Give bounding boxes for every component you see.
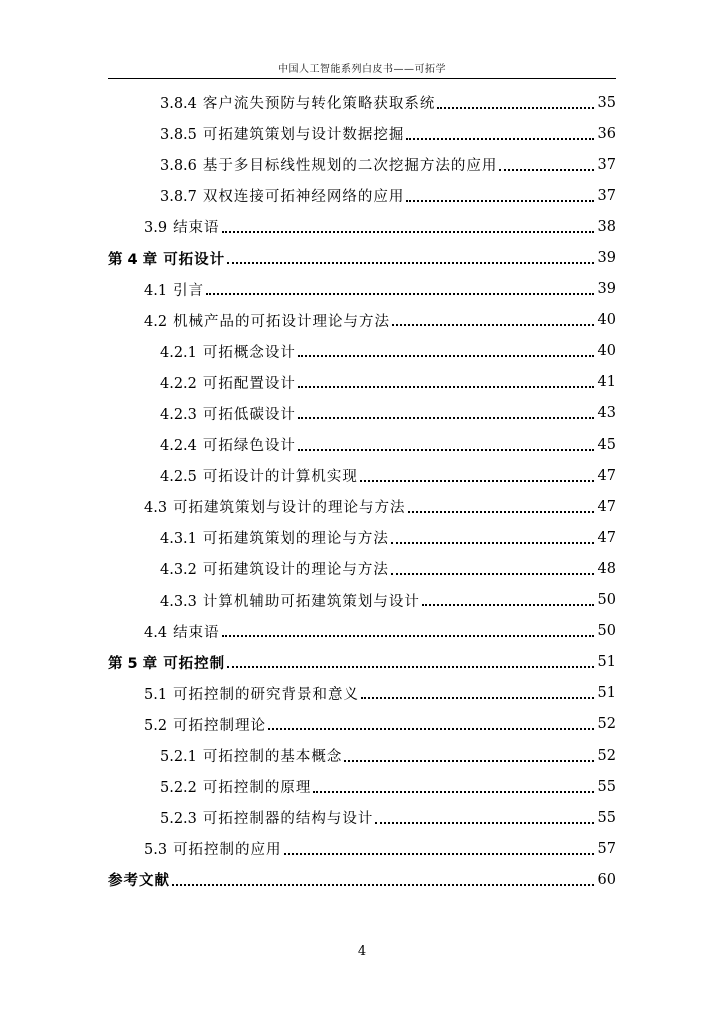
toc-entry-title: 可拓建筑策划与设计数据挖掘	[202, 127, 405, 144]
dot-leader	[391, 542, 594, 544]
toc-entry[interactable]	[0, 522, 724, 553]
toc-entry-number: 5.2	[144, 717, 168, 734]
dot-leader	[172, 884, 594, 886]
toc-entry[interactable]	[0, 367, 724, 398]
toc-entry[interactable]	[0, 740, 724, 771]
toc-entry-number: 4.3.1	[160, 531, 197, 548]
toc-entry-label	[160, 527, 389, 548]
toc-entry-label	[144, 714, 266, 735]
toc-entry-label	[160, 403, 296, 424]
toc-entry-page: 52	[597, 747, 616, 764]
toc-entry-page: 35	[597, 94, 616, 111]
toc-entry[interactable]	[0, 305, 724, 336]
toc-entry-label	[160, 465, 358, 486]
toc-entry-number: 4.3.3	[160, 593, 197, 610]
toc-entry[interactable]	[0, 678, 724, 709]
toc-entry-label	[144, 621, 220, 642]
toc-entry[interactable]	[0, 616, 724, 647]
toc-entry-title: 可拓绿色设计	[202, 438, 296, 455]
toc-entry-number: 4.2.5	[160, 469, 197, 486]
toc-entry[interactable]	[0, 709, 724, 740]
toc-entry-number: 4.2	[144, 313, 168, 330]
dot-leader	[375, 822, 594, 824]
toc-entry-title: 结束语	[173, 220, 220, 237]
toc-entry[interactable]	[0, 149, 724, 180]
toc-entry[interactable]	[0, 211, 724, 242]
toc-entry-label	[108, 652, 225, 673]
toc-entry-label	[144, 496, 406, 517]
dot-leader	[227, 262, 594, 264]
dot-leader	[222, 231, 594, 233]
toc-entry-label	[144, 683, 359, 704]
dot-leader	[344, 760, 594, 762]
dot-leader	[313, 791, 594, 793]
toc-entry-number: 5.1	[144, 686, 168, 703]
dot-leader	[422, 604, 594, 606]
toc-entry-label	[144, 279, 204, 300]
toc-entry-page: 57	[597, 840, 616, 857]
toc-entry-page: 51	[597, 685, 616, 702]
toc-entry-page: 40	[597, 312, 616, 329]
toc-entry-number: 4.3.2	[160, 562, 197, 579]
toc-entry-number: 3.9	[144, 220, 168, 237]
toc-entry-label	[160, 745, 342, 766]
dot-leader	[298, 386, 594, 388]
toc-entry-page: 48	[597, 560, 616, 577]
dot-leader	[284, 853, 594, 855]
toc-entry[interactable]	[0, 553, 724, 584]
toc-entry-page: 55	[597, 809, 616, 826]
toc-entry[interactable]	[0, 585, 724, 616]
dot-leader	[227, 666, 594, 668]
table-of-contents	[0, 87, 724, 895]
toc-chapter-entry[interactable]	[0, 242, 724, 273]
dot-leader	[392, 324, 594, 326]
toc-entry-title: 引言	[173, 282, 205, 299]
toc-entry[interactable]	[0, 87, 724, 118]
toc-entry[interactable]	[0, 491, 724, 522]
toc-entry[interactable]	[0, 460, 724, 491]
toc-entry-page: 47	[597, 529, 616, 546]
toc-entry-label	[108, 248, 225, 269]
toc-entry-title: 可拓低碳设计	[202, 406, 296, 423]
toc-entry-page: 45	[597, 436, 616, 453]
toc-entry-page: 47	[597, 467, 616, 484]
toc-entry-number: 3.8.6	[160, 158, 197, 175]
toc-entry-number: 第 4 章	[108, 251, 158, 268]
toc-entry-label	[160, 372, 296, 393]
dot-leader	[406, 200, 594, 202]
toc-entry-number: 4.2.4	[160, 438, 197, 455]
toc-entry-page: 37	[597, 156, 616, 173]
toc-entry-number: 3.8.5	[160, 127, 197, 144]
header-rule	[108, 78, 616, 79]
toc-entry-title: 可拓建筑策划与设计的理论与方法	[173, 500, 406, 517]
toc-entry[interactable]	[0, 833, 724, 864]
toc-chapter-entry[interactable]	[0, 864, 724, 895]
toc-entry-title: 可拓控制器的结构与设计	[202, 811, 374, 828]
toc-entry[interactable]	[0, 802, 724, 833]
toc-entry-label	[160, 434, 296, 455]
toc-entry-number: 5.2.3	[160, 811, 197, 828]
toc-entry-title: 机械产品的可拓设计理论与方法	[173, 313, 391, 330]
dot-leader	[268, 728, 594, 730]
toc-entry-title: 可拓控制的研究背景和意义	[173, 686, 360, 703]
toc-entry-number: 5.2.1	[160, 749, 197, 766]
toc-entry-page: 50	[597, 592, 616, 609]
toc-chapter-entry[interactable]	[0, 647, 724, 678]
toc-entry-label	[160, 590, 420, 611]
toc-entry-title: 可拓概念设计	[202, 344, 296, 361]
dot-leader	[391, 573, 594, 575]
dot-leader	[437, 107, 594, 109]
dot-leader	[222, 635, 594, 637]
toc-entry-title: 计算机辅助可拓建筑策划与设计	[202, 593, 420, 610]
toc-entry[interactable]	[0, 118, 724, 149]
toc-entry-title: 可拓配置设计	[202, 375, 296, 392]
toc-entry-label	[160, 776, 311, 797]
toc-entry-page: 43	[597, 405, 616, 422]
dot-leader	[360, 480, 594, 482]
toc-entry[interactable]	[0, 180, 724, 211]
toc-entry-label	[160, 154, 497, 175]
toc-entry-label	[160, 185, 404, 206]
dot-leader	[298, 355, 594, 357]
dot-leader	[499, 169, 594, 171]
toc-entry[interactable]	[0, 274, 724, 305]
dot-leader	[298, 417, 594, 419]
toc-entry-title: 参考文献	[108, 873, 170, 890]
toc-entry-number: 5.2.2	[160, 780, 197, 797]
toc-entry-title: 可拓控制	[163, 655, 226, 672]
dot-leader	[206, 293, 594, 295]
dot-leader	[408, 511, 594, 513]
toc-entry-title: 基于多目标线性规划的二次挖掘方法的应用	[202, 158, 498, 175]
toc-entry-title: 可拓建筑策划的理论与方法	[202, 531, 389, 548]
toc-entry-label	[144, 838, 282, 859]
toc-entry-page: 51	[597, 654, 616, 671]
toc-entry[interactable]	[0, 771, 724, 802]
toc-entry-label	[108, 869, 170, 890]
toc-entry-number: 4.2.2	[160, 375, 197, 392]
toc-entry-page: 60	[597, 871, 616, 888]
toc-entry-number: 5.3	[144, 842, 168, 859]
toc-entry-title: 可拓控制的应用	[173, 842, 282, 859]
toc-entry[interactable]	[0, 429, 724, 460]
running-header-title: 中国人工智能系列白皮书——可拓学	[278, 64, 446, 75]
toc-entry-page: 50	[597, 623, 616, 640]
dot-leader	[361, 697, 594, 699]
dot-leader	[406, 138, 594, 140]
dot-leader	[298, 449, 594, 451]
toc-entry-number: 4.2.3	[160, 406, 197, 423]
toc-entry-title: 客户流失预防与转化策略获取系统	[202, 96, 436, 113]
toc-entry-page: 55	[597, 778, 616, 795]
toc-entry-label	[160, 341, 296, 362]
toc-entry-page: 38	[597, 218, 616, 235]
toc-entry-title: 可拓控制的基本概念	[202, 749, 343, 766]
toc-entry-title: 可拓设计	[163, 251, 226, 268]
toc-entry-title: 可拓建筑设计的理论与方法	[202, 562, 389, 579]
toc-entry-page: 41	[597, 374, 616, 391]
toc-entry-label	[160, 558, 389, 579]
toc-entry-number: 4.2.1	[160, 344, 197, 361]
toc-entry-title: 可拓控制的原理	[202, 780, 312, 797]
page-number: 4	[357, 944, 367, 959]
toc-entry-number: 4.1	[144, 282, 168, 299]
toc-entry-label	[160, 92, 435, 113]
toc-entry-title: 结束语	[173, 624, 220, 641]
toc-entry-label	[160, 123, 404, 144]
toc-entry-number: 第 5 章	[108, 655, 158, 672]
toc-entry-number: 4.4	[144, 624, 168, 641]
toc-entry-title: 双权连接可拓神经网络的应用	[202, 189, 405, 206]
toc-entry-number: 3.8.7	[160, 189, 197, 206]
toc-entry-label	[144, 216, 220, 237]
toc-entry-label	[144, 310, 390, 331]
toc-entry-page: 39	[597, 250, 616, 267]
toc-entry-page: 52	[597, 716, 616, 733]
toc-entry-page: 36	[597, 125, 616, 142]
toc-entry-page: 39	[597, 281, 616, 298]
toc-entry[interactable]	[0, 336, 724, 367]
toc-entry-number: 3.8.4	[160, 96, 197, 113]
toc-entry-label	[160, 807, 373, 828]
toc-entry-title: 可拓控制理论	[173, 717, 267, 734]
toc-entry-page: 47	[597, 498, 616, 515]
toc-entry-page: 40	[597, 343, 616, 360]
toc-entry[interactable]	[0, 398, 724, 429]
toc-entry-title: 可拓设计的计算机实现	[202, 469, 358, 486]
toc-entry-page: 37	[597, 187, 616, 204]
toc-entry-number: 4.3	[144, 500, 168, 517]
